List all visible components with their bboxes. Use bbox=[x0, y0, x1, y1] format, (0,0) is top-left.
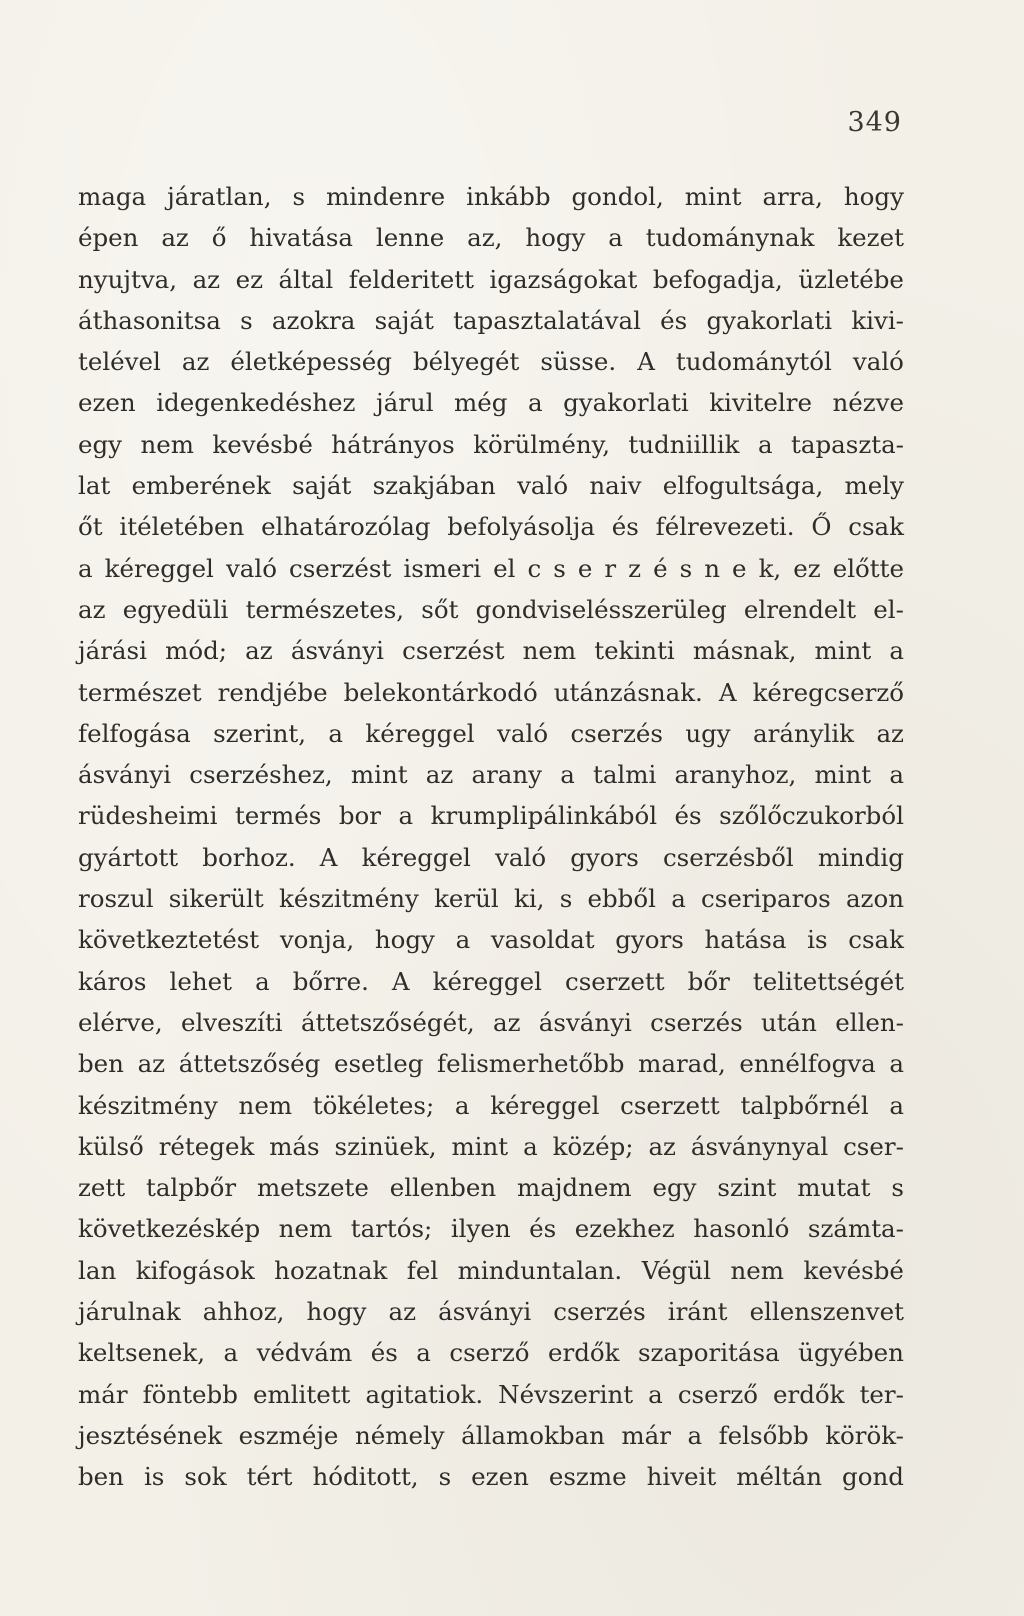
text-line: jesztésének eszméje némely államokban már a felsőbb körök- bbox=[78, 1420, 904, 1450]
text-line: káros lehet a bőrre. A kéreggel cserzett bőr telitettségét bbox=[78, 966, 904, 996]
text-line: következéskép nem tartós; ilyen és ezekhez hasonló számta- bbox=[78, 1214, 904, 1244]
text-line: ásványi cserzéshez, mint az arany a talmi aranyhoz, mint a bbox=[78, 760, 904, 790]
text-line: gyártott borhoz. A kéreggel való gyors cserzésből mindig bbox=[78, 842, 904, 872]
text-line: telével az életképesség bélyegét süsse. A tudománytól való bbox=[78, 347, 904, 377]
text-line: készitmény nem tökéletes; a kéreggel cserzett talpbőrnél a bbox=[78, 1090, 904, 1120]
text-line: járulnak ahhoz, hogy az ásványi cserzés iránt ellenszenvet bbox=[78, 1297, 904, 1327]
text-line: zett talpbőr metszete ellenben majdnem egy szint mutat s bbox=[78, 1173, 904, 1203]
text-line: lan kifogások hozatnak fel minduntalan. Végül nem kevésbé bbox=[78, 1255, 904, 1285]
text-line: rüdesheimi termés bor a krumplipálinkából és szőlőczukorból bbox=[78, 801, 904, 831]
text-line: keltsenek, a védvám és a cserző erdők szaporitása ügyében bbox=[78, 1338, 904, 1368]
text-line: természet rendjébe belekontárkodó utánzásnak. A kéregcserző bbox=[78, 677, 904, 707]
text-line: roszul sikerült készitmény kerül ki, s ebből a cseriparos azon bbox=[78, 884, 904, 914]
text-line: lat emberének saját szakjában való naiv elfogultsága, mely bbox=[78, 471, 904, 501]
text-line: őt itéletében elhatározólag befolyásolja és félrevezeti. Ő csak bbox=[78, 512, 904, 542]
text-line: maga járatlan, s mindenre inkább gondol, mint arra, hogy bbox=[78, 182, 904, 211]
text-line: járási mód; az ásványi cserzést nem tekinti másnak, mint a bbox=[78, 636, 904, 666]
text-line: nyujtva, az ez által felderitett igazságokat befogadja, üzletébe bbox=[78, 264, 904, 294]
text-line: felfogása szerint, a kéreggel való cserzés ugy aránylik az bbox=[78, 718, 904, 748]
text-line: ezen idegenkedéshez járul még a gyakorlati kivitelre nézve bbox=[78, 388, 904, 418]
text-line: egy nem kevésbé hátrányos körülmény, tudniillik a tapaszta- bbox=[78, 429, 904, 459]
text-line: ben az áttetszőség esetleg felismerhetőbb marad, ennélfogva a bbox=[78, 1049, 904, 1079]
text-line: a kéreggel való cserzést ismeri el c s e r z é s n e k, ez előtte bbox=[78, 553, 904, 583]
page-number: 349 bbox=[847, 107, 902, 138]
text-line: elérve, elveszíti áttetszőségét, az ásványi cserzés után ellen- bbox=[78, 1007, 904, 1037]
text-line: áthasonitsa s azokra saját tapasztalatával és gyakorlati kivi- bbox=[78, 305, 904, 335]
text-line: az egyedüli természetes, sőt gondviselésszerüleg elrendelt el- bbox=[78, 594, 904, 624]
text-line: már föntebb emlitett agitatiok. Névszerint a cserző erdők ter- bbox=[78, 1379, 904, 1409]
text-line: ben is sok tért hóditott, s ezen eszme hiveit méltán gond bbox=[78, 1462, 904, 1492]
text-line: következtetést vonja, hogy a vasoldat gyors hatása is csak bbox=[78, 925, 904, 955]
text-line: külső rétegek más szinüek, mint a közép; az ásványnyal cser- bbox=[78, 1131, 904, 1161]
text-line: épen az ő hivatása lenne az, hogy a tudománynak kezet bbox=[78, 223, 904, 253]
body-text bbox=[78, 176, 904, 1498]
